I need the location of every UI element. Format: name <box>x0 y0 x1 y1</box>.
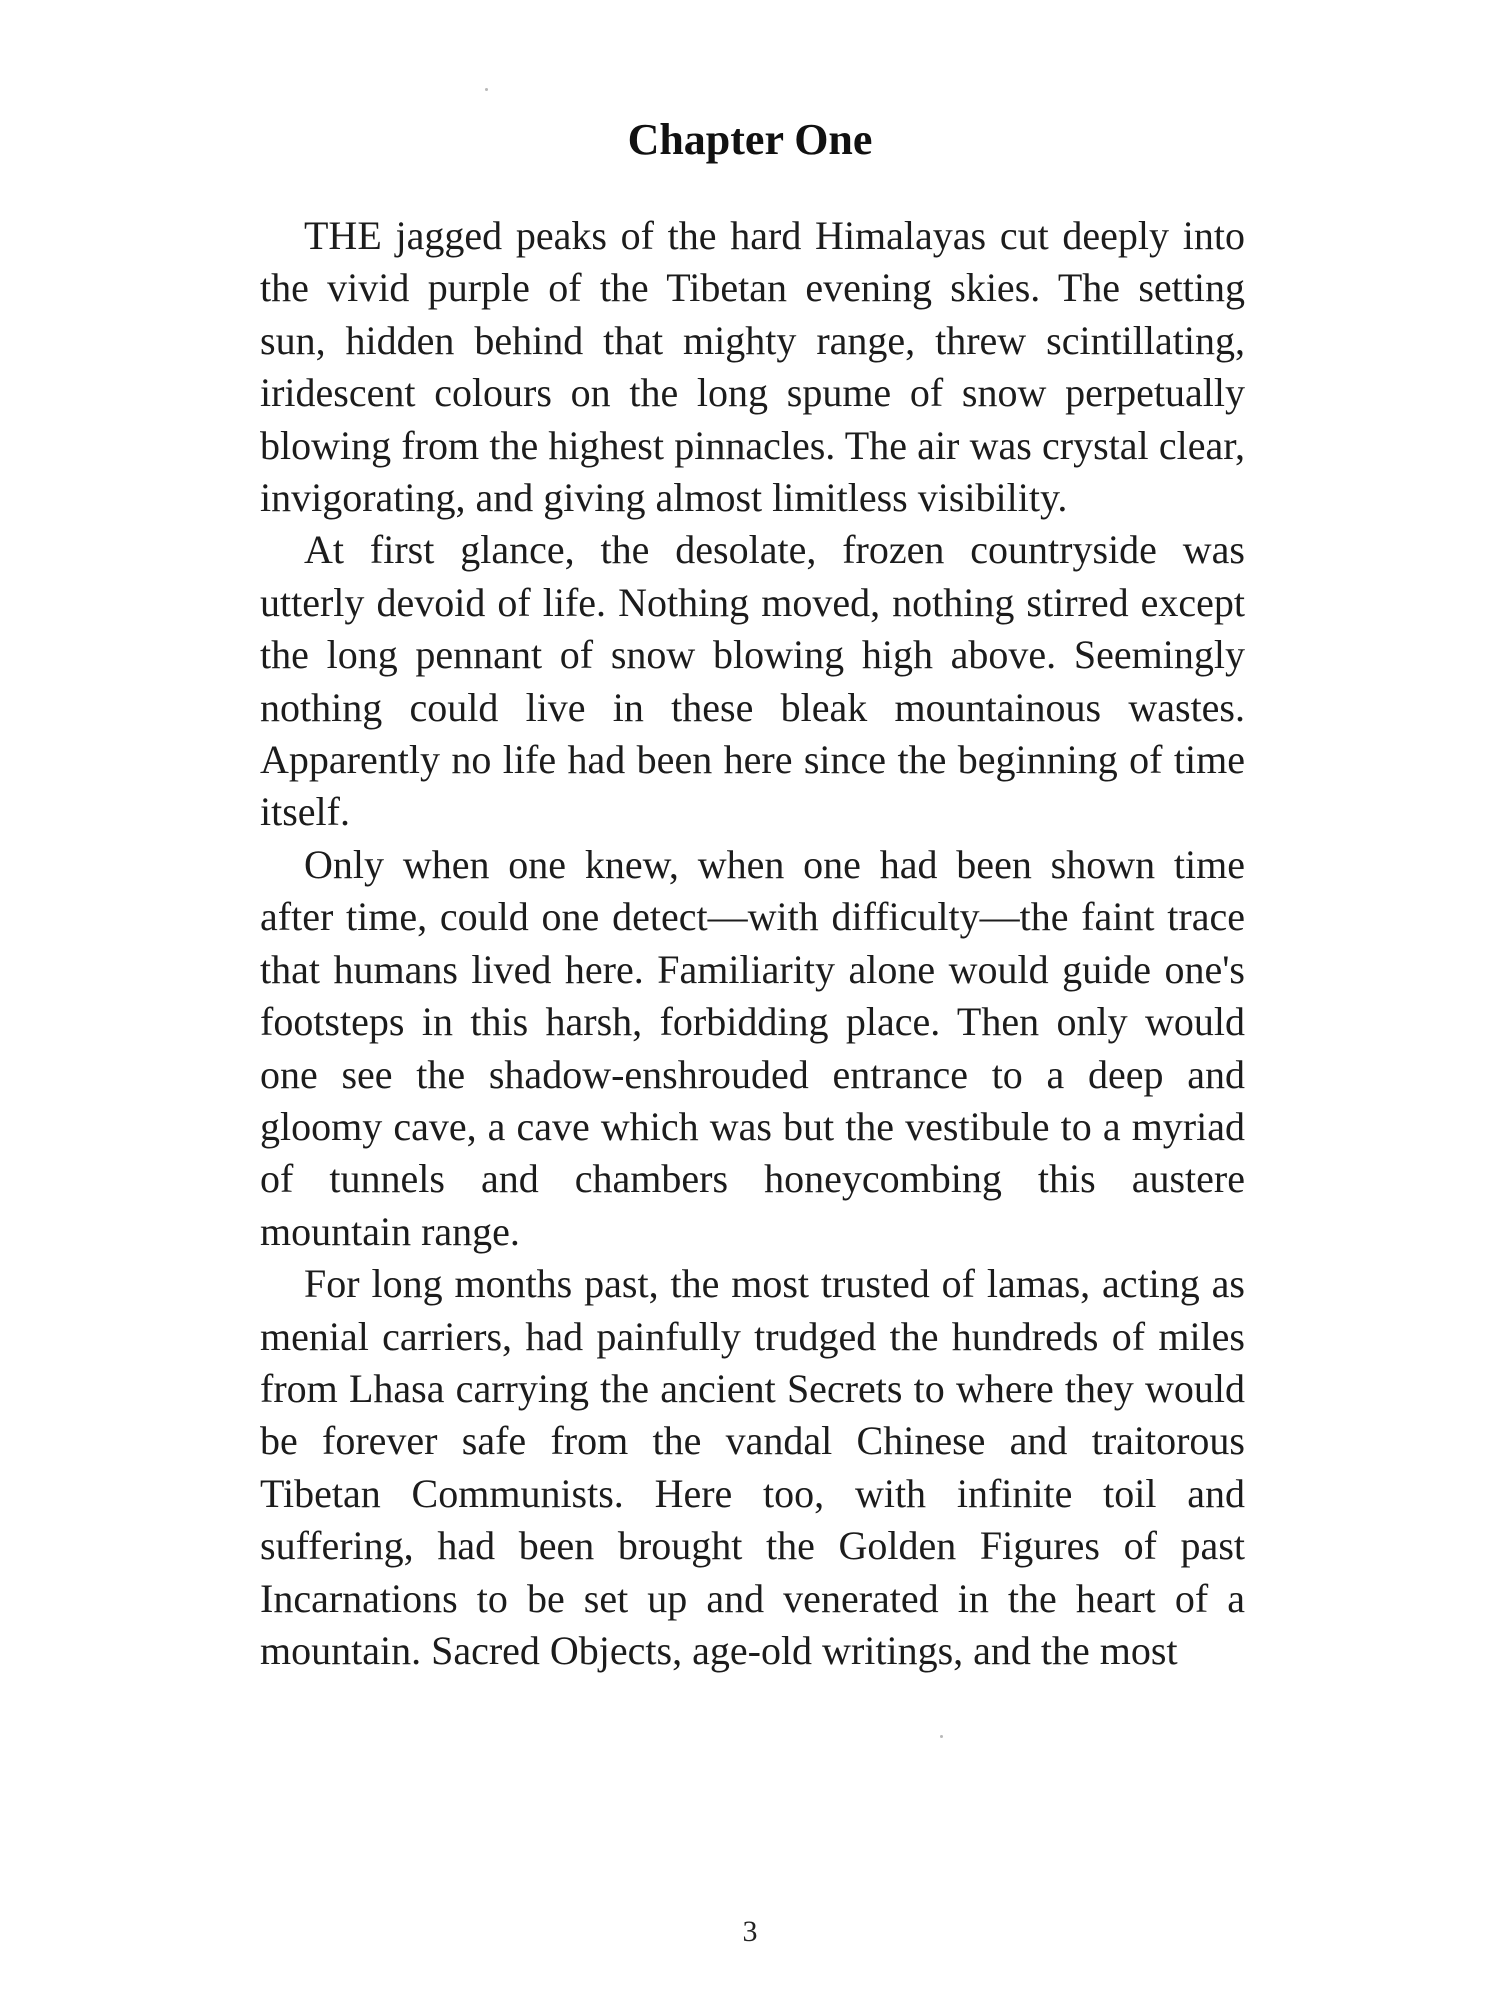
chapter-body <box>260 210 1245 1677</box>
paper-speck <box>485 88 488 91</box>
paragraph-1: THE jagged peaks of the hard Himalayas cut deeply into the vivid purple of the Tibetan evening skies. The setting sun, hidden behind that mighty range, threw scintillating, iridescent colours on the long spume of snow perpetually blowing from the highest pinnacles. The air was crystal clear, invigorating, and giving almost limitless visibility. <box>260 213 1245 521</box>
paper-speck <box>940 1735 943 1738</box>
paragraph-3: Only when one knew, when one had been shown time after time, could one detect—with difficulty—the faint trace that humans lived here. Familiarity alone would guide one's footsteps in this harsh, forbidding place. Then only would one see the shadow-enshrouded entrance to a deep and gloomy cave, a cave which was but the vestibule to a myriad of tunnels and chambers honeycombing this austere mountain range. <box>260 841 1245 1254</box>
paragraph-2: At first glance, the desolate, frozen countryside was utterly devoid of life. Nothing moved, nothing stirred except the long pennant of snow blowing high above. Seemingly nothing could live in these bleak mountainous wastes. Apparently no life had been here since the beginning of time itself. <box>260 527 1245 835</box>
page-number: 3 <box>742 1915 758 1948</box>
paragraph-4: For long months past, the most trusted of lamas, acting as menial carriers, had painfully trudged the hundreds of miles from Lhasa carrying the ancient Secrets to where they would be forever safe from the vandal Chinese and traitorous Tibetan Communists. Here too, with infinite toil and suffering, had been brought the Golden Figures of past Incarnations to be set up and venerated in the heart of a mountain. Sacred Objects, age-old writings, and the most <box>260 1261 1245 1673</box>
chapter-title: Chapter One <box>627 115 873 164</box>
